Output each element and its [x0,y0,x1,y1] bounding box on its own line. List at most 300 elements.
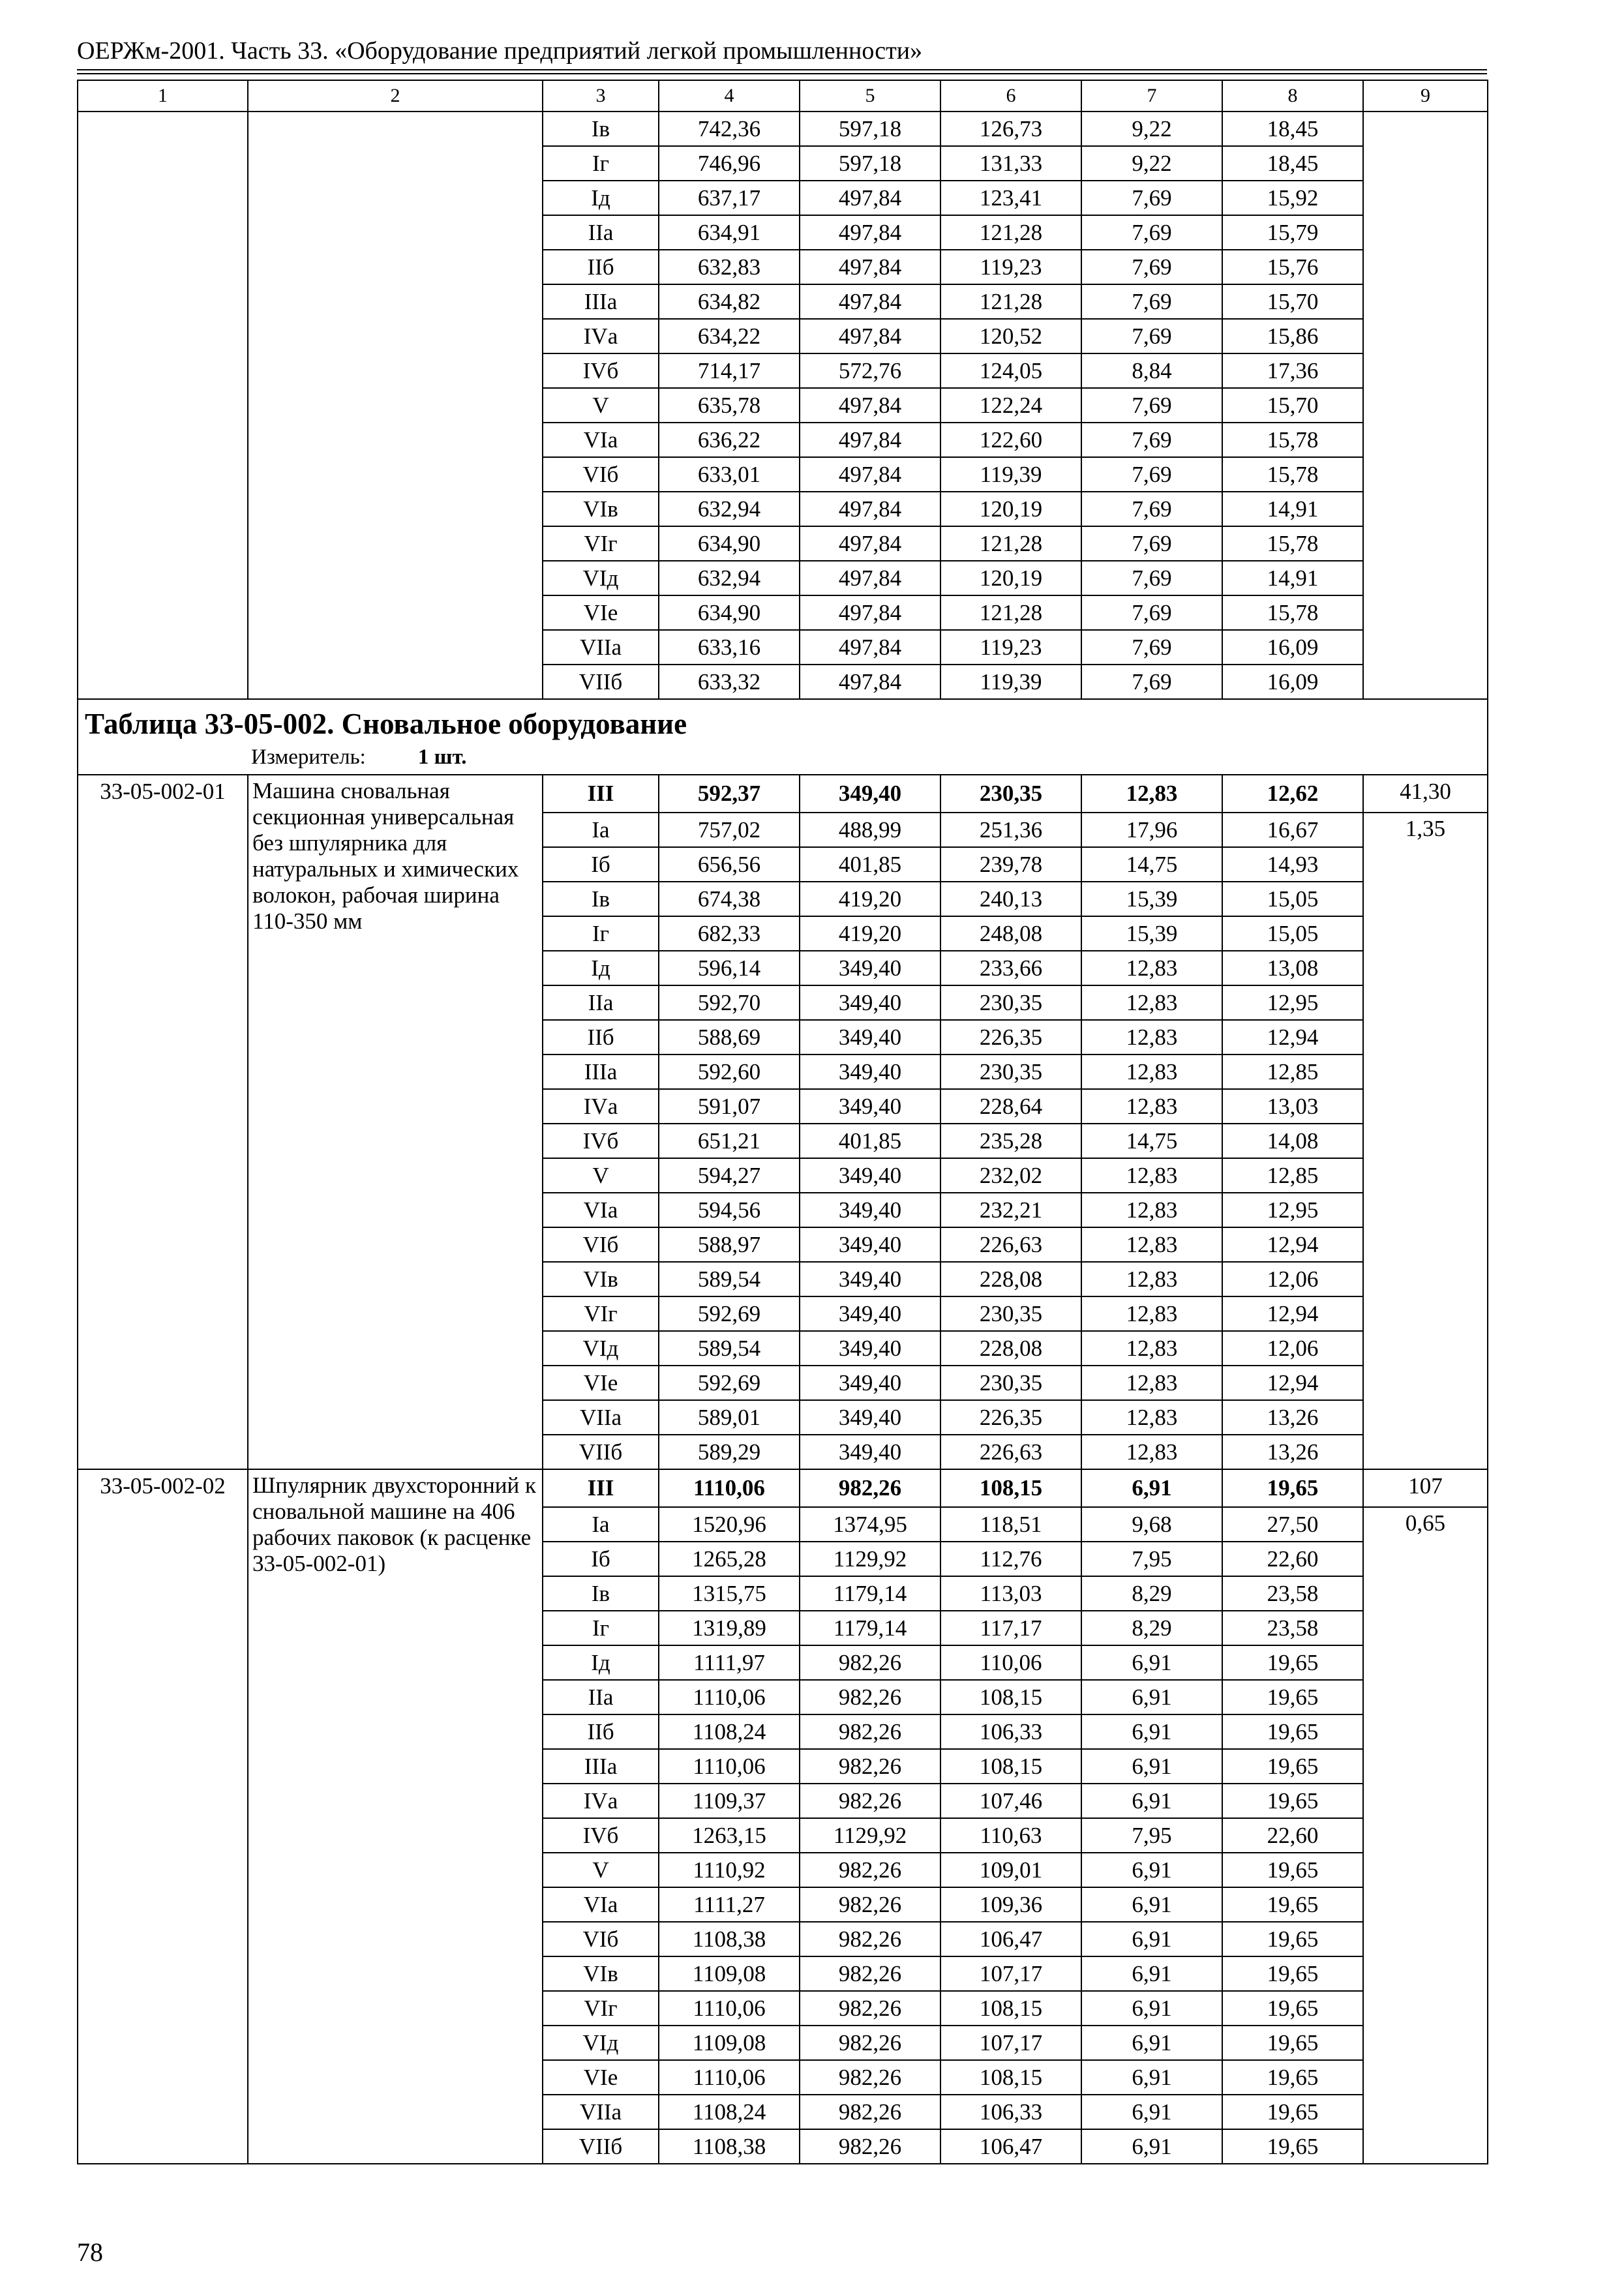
value-cell: 1110,06 [659,1680,800,1714]
page-number: 78 [77,2237,103,2267]
zone-cell: VIб [543,1922,659,1956]
value-cell: 497,84 [800,526,940,561]
value-cell: 235,28 [940,1124,1081,1158]
empty-col9-cell [1363,526,1488,561]
empty-col9-cell [1363,146,1488,181]
value-cell: 7,69 [1081,595,1222,630]
value-cell: 12,83 [1081,1366,1222,1400]
zone-cell: IIа [543,215,659,250]
value-cell: 7,69 [1081,423,1222,457]
value-cell: 349,40 [800,985,940,1020]
value-cell: 982,26 [800,1784,940,1818]
value-cell: 497,84 [800,181,940,215]
zone-cell: V [543,1158,659,1193]
value-cell: 15,76 [1222,250,1363,284]
value-cell: 19,65 [1222,1956,1363,1991]
value-cell: 17,96 [1081,813,1222,847]
header-rule [77,69,1487,70]
zone-cell: Iв [543,112,659,146]
value-cell: 122,24 [940,388,1081,423]
value-cell: 230,35 [940,775,1081,813]
value-cell: 15,92 [1222,181,1363,215]
value-cell: 15,78 [1222,526,1363,561]
value-cell: 349,40 [800,1158,940,1193]
value-cell: 106,47 [940,2129,1081,2164]
table-row [78,561,1488,595]
value-cell: 7,69 [1081,181,1222,215]
zone-cell: Iа [543,1507,659,1542]
value-cell: 17,36 [1222,353,1363,388]
value-cell: 757,02 [659,813,800,847]
zone-cell: VIд [543,561,659,595]
value-cell: 14,75 [1081,1124,1222,1158]
value-cell: 23,58 [1222,1576,1363,1611]
value-cell: 230,35 [940,1366,1081,1400]
empty-col9-cell [1363,457,1488,492]
item-name: Машина сновальная секционная универсальная без шпулярника для натуральных и химических волокон, рабочая ширина 110-350 мм [248,775,543,1469]
value-cell: 7,69 [1081,526,1222,561]
empty-code-cell [78,423,248,457]
value-cell: 982,26 [800,1749,940,1784]
value-cell: 121,28 [940,284,1081,319]
value-cell: 12,83 [1081,1331,1222,1366]
empty-col9-cell [1363,284,1488,319]
value-cell: 1129,92 [800,1542,940,1576]
table-row [78,181,1488,215]
value-cell: 7,69 [1081,319,1222,353]
value-cell: 19,65 [1222,1645,1363,1680]
zone-cell: VIб [543,457,659,492]
value-cell: 6,91 [1081,2129,1222,2164]
value-cell: 15,79 [1222,215,1363,250]
zone-cell: Iд [543,1645,659,1680]
value-cell: 1179,14 [800,1611,940,1645]
value-cell: 12,83 [1081,1193,1222,1227]
value-cell: 22,60 [1222,1542,1363,1576]
value-cell: 248,08 [940,916,1081,951]
zone-cell: Iв [543,882,659,916]
value-cell: 106,47 [940,1922,1081,1956]
zone-cell: IVб [543,1818,659,1853]
value-cell: 594,27 [659,1158,800,1193]
value-cell: 349,40 [800,1366,940,1400]
value-cell: 6,91 [1081,1956,1222,1991]
value-cell: 419,20 [800,916,940,951]
value-cell: 1108,24 [659,2095,800,2129]
value-cell: 9,22 [1081,112,1222,146]
value-cell: 12,94 [1222,1227,1363,1262]
column-number: 3 [543,80,659,112]
empty-code-cell [78,181,248,215]
column-numbers-row [78,80,1488,112]
value-cell: 15,78 [1222,457,1363,492]
value-cell: 12,83 [1081,1400,1222,1435]
value-cell: 108,15 [940,1469,1081,1507]
value-cell: 7,69 [1081,561,1222,595]
value-cell: 15,78 [1222,595,1363,630]
value-cell: 7,69 [1081,215,1222,250]
value-cell: 1263,15 [659,1818,800,1853]
value-cell: 497,84 [800,561,940,595]
zone-cell: VIе [543,595,659,630]
zone-cell: Iг [543,916,659,951]
empty-code-cell [78,492,248,526]
value-cell: 251,36 [940,813,1081,847]
value-cell: 7,69 [1081,284,1222,319]
value-cell: 108,15 [940,1991,1081,2026]
value-cell: 110,06 [940,1645,1081,1680]
zone-cell: VIIа [543,630,659,665]
empty-code-cell [78,319,248,353]
value-cell: 1111,97 [659,1645,800,1680]
empty-col9-cell [1363,353,1488,388]
unit-value: 1 шт. [417,745,467,769]
zone-cell: Iд [543,181,659,215]
value-cell: 9,22 [1081,146,1222,181]
value-cell: 119,39 [940,665,1081,699]
zone-cell: Iг [543,1611,659,1645]
value-cell: 589,54 [659,1331,800,1366]
zone-cell: IVа [543,319,659,353]
value-cell: 124,05 [940,353,1081,388]
value-cell: 497,84 [800,388,940,423]
value-cell: 982,26 [800,1469,940,1507]
value-cell: 497,84 [800,250,940,284]
value-cell: 107,46 [940,1784,1081,1818]
zone-cell: VIд [543,1331,659,1366]
zone-cell: VIа [543,423,659,457]
value-cell: 12,83 [1081,951,1222,985]
value-cell: 349,40 [800,951,940,985]
value-cell: 596,14 [659,951,800,985]
value-cell: 7,69 [1081,388,1222,423]
value-cell: 1108,38 [659,1922,800,1956]
empty-name-cell [248,353,543,388]
zone-cell: VIIа [543,1400,659,1435]
empty-code-cell [78,388,248,423]
empty-name-cell [248,215,543,250]
value-cell: 1109,37 [659,1784,800,1818]
value-cell: 12,94 [1222,1296,1363,1331]
value-cell: 15,70 [1222,388,1363,423]
empty-name-cell [248,250,543,284]
value-cell: 1111,27 [659,1887,800,1922]
value-cell: 15,05 [1222,882,1363,916]
value-cell: 12,83 [1081,1020,1222,1055]
value-cell: 497,84 [800,319,940,353]
value-cell: 349,40 [800,1089,940,1124]
value-cell: 120,52 [940,319,1081,353]
empty-col9-cell [1363,388,1488,423]
value-cell: 14,91 [1222,561,1363,595]
value-cell: 6,91 [1081,1749,1222,1784]
value-cell: 349,40 [800,1400,940,1435]
empty-code-cell [78,630,248,665]
value-cell: 12,95 [1222,1193,1363,1227]
value-cell: 226,35 [940,1020,1081,1055]
table-row [78,492,1488,526]
value-cell: 349,40 [800,1331,940,1366]
item-code: 33-05-002-01 [78,775,248,1469]
value-cell: 714,17 [659,353,800,388]
value-cell: 12,83 [1081,1158,1222,1193]
value-cell: 19,65 [1222,2129,1363,2164]
value-cell: 633,16 [659,630,800,665]
value-cell: 982,26 [800,1645,940,1680]
value-cell: 597,18 [800,112,940,146]
zone-cell: VIIб [543,665,659,699]
empty-code-cell [78,215,248,250]
value-cell: 497,84 [800,595,940,630]
value-cell: 1520,96 [659,1507,800,1542]
value-cell: 572,76 [800,353,940,388]
value-cell: 19,65 [1222,1887,1363,1922]
value-cell: 589,54 [659,1262,800,1296]
zone-cell: IIб [543,250,659,284]
value-cell: 1110,06 [659,1991,800,2026]
table-row [78,250,1488,284]
value-cell: 742,36 [659,112,800,146]
value-cell: 637,17 [659,181,800,215]
value-cell: 226,35 [940,1400,1081,1435]
empty-code-cell [78,353,248,388]
empty-col9-cell [1363,112,1488,146]
value-cell: 107,17 [940,2026,1081,2060]
value-cell: 497,84 [800,215,940,250]
value-cell: 12,83 [1081,775,1222,813]
zone-cell: VIв [543,492,659,526]
zone-cell: IIIа [543,1055,659,1089]
section-title: Таблица 33-05-002. Сновальное оборудование [85,708,687,740]
value-cell: 19,65 [1222,2095,1363,2129]
value-cell: 22,60 [1222,1818,1363,1853]
value-cell: 226,63 [940,1435,1081,1469]
table-row [78,595,1488,630]
rates-table-body [78,80,1488,2164]
value-cell: 632,94 [659,561,800,595]
value-cell: 1265,28 [659,1542,800,1576]
value-cell: 6,91 [1081,1887,1222,1922]
table-row [78,630,1488,665]
value-cell: 7,69 [1081,250,1222,284]
column-number: 8 [1222,80,1363,112]
value-cell: 123,41 [940,181,1081,215]
table-row [78,457,1488,492]
value-cell: 15,70 [1222,284,1363,319]
empty-code-cell [78,112,248,146]
value-cell: 16,09 [1222,630,1363,665]
value-cell: 15,78 [1222,423,1363,457]
value-cell: 592,69 [659,1366,800,1400]
rates-table [77,80,1488,2164]
empty-col9-cell [1363,319,1488,353]
empty-col9-cell [1363,561,1488,595]
value-cell: 121,28 [940,526,1081,561]
value-cell: 15,39 [1081,916,1222,951]
column-number: 9 [1363,80,1488,112]
value-cell: 108,15 [940,1680,1081,1714]
value-cell: 401,85 [800,1124,940,1158]
item-code: 33-05-002-02 [78,1469,248,2164]
zone-cell: IIIа [543,1749,659,1784]
value-cell: 589,01 [659,1400,800,1435]
value-cell: 1129,92 [800,1818,940,1853]
value-cell: 349,40 [800,1435,940,1469]
value-cell: 497,84 [800,423,940,457]
value-cell: 18,45 [1222,146,1363,181]
value-cell: 1319,89 [659,1611,800,1645]
value-cell: 12,94 [1222,1366,1363,1400]
value-cell: 656,56 [659,847,800,882]
column-number: 2 [248,80,543,112]
empty-code-cell [78,146,248,181]
value-cell: 634,91 [659,215,800,250]
value-cell: 982,26 [800,1887,940,1922]
value-cell: 6,91 [1081,1922,1222,1956]
value-cell: 594,56 [659,1193,800,1227]
empty-name-cell [248,181,543,215]
value-cell: 122,60 [940,423,1081,457]
empty-name-cell [248,492,543,526]
value-cell: 636,22 [659,423,800,457]
value-cell: 19,65 [1222,1714,1363,1749]
column-number: 5 [800,80,940,112]
empty-name-cell [248,561,543,595]
col9-value: 0,65 [1363,1507,1488,2164]
value-cell: 119,23 [940,630,1081,665]
value-cell: 632,83 [659,250,800,284]
empty-name-cell [248,630,543,665]
zone-cell: VIе [543,2060,659,2095]
section-heading [78,699,1488,775]
value-cell: 232,21 [940,1193,1081,1227]
zone-cell: VIг [543,1296,659,1331]
zone-cell: Iб [543,847,659,882]
col9-value: 107 [1363,1469,1488,1507]
value-cell: 982,26 [800,1991,940,2026]
value-cell: 592,70 [659,985,800,1020]
zone-cell: V [543,1853,659,1887]
item-name: Шпулярник двухсторонний к сновальной машине на 406 рабочих паковок (к расценке 33-05-002-01) [248,1469,543,2164]
value-cell: 6,91 [1081,1645,1222,1680]
value-cell: 12,85 [1222,1158,1363,1193]
value-cell: 634,82 [659,284,800,319]
value-cell: 7,69 [1081,457,1222,492]
value-cell: 19,65 [1222,1922,1363,1956]
value-cell: 634,90 [659,595,800,630]
column-number: 1 [78,80,248,112]
value-cell: 110,63 [940,1818,1081,1853]
empty-col9-cell [1363,630,1488,665]
value-cell: 12,83 [1081,985,1222,1020]
value-cell: 233,66 [940,951,1081,985]
zone-cell: VIа [543,1193,659,1227]
zone-cell: VIа [543,1887,659,1922]
value-cell: 12,83 [1081,1227,1222,1262]
value-cell: 349,40 [800,1193,940,1227]
value-cell: 9,68 [1081,1507,1222,1542]
zone-cell: VIг [543,1991,659,2026]
empty-code-cell [78,284,248,319]
zone-cell: Iб [543,1542,659,1576]
value-cell: 12,95 [1222,985,1363,1020]
value-cell: 588,97 [659,1227,800,1262]
value-cell: 597,18 [800,146,940,181]
value-cell: 633,32 [659,665,800,699]
empty-name-cell [248,457,543,492]
value-cell: 746,96 [659,146,800,181]
value-cell: 982,26 [800,1922,940,1956]
value-cell: 1110,92 [659,1853,800,1887]
value-cell: 119,23 [940,250,1081,284]
value-cell: 12,06 [1222,1262,1363,1296]
zone-cell: V [543,388,659,423]
value-cell: 121,28 [940,595,1081,630]
column-number: 4 [659,80,800,112]
value-cell: 633,01 [659,457,800,492]
zone-cell: IVб [543,353,659,388]
value-cell: 982,26 [800,1680,940,1714]
value-cell: 23,58 [1222,1611,1363,1645]
value-cell: 19,65 [1222,1680,1363,1714]
value-cell: 7,69 [1081,665,1222,699]
table-row [78,665,1488,699]
value-cell: 349,40 [800,1227,940,1262]
table-row [78,284,1488,319]
unit-line [78,741,1487,774]
value-cell: 226,63 [940,1227,1081,1262]
value-cell: 117,17 [940,1611,1081,1645]
zone-cell: III [543,1469,659,1507]
empty-name-cell [248,423,543,457]
table-row [78,423,1488,457]
header-rule-second [77,73,1487,74]
value-cell: 12,85 [1222,1055,1363,1089]
value-cell: 6,91 [1081,2026,1222,2060]
value-cell: 230,35 [940,1055,1081,1089]
value-cell: 982,26 [800,2129,940,2164]
value-cell: 13,03 [1222,1089,1363,1124]
value-cell: 228,08 [940,1262,1081,1296]
value-cell: 497,84 [800,630,940,665]
value-cell: 1108,38 [659,2129,800,2164]
zone-cell: VIг [543,526,659,561]
value-cell: 651,21 [659,1124,800,1158]
value-cell: 6,91 [1081,2060,1222,2095]
value-cell: 349,40 [800,1055,940,1089]
value-cell: 13,08 [1222,951,1363,985]
zone-cell: VIв [543,1262,659,1296]
zone-cell: VIIб [543,2129,659,2164]
value-cell: 13,26 [1222,1400,1363,1435]
zone-cell: IIIа [543,284,659,319]
value-cell: 131,33 [940,146,1081,181]
value-cell: 497,84 [800,457,940,492]
value-cell: 497,84 [800,284,940,319]
value-cell: 19,65 [1222,2060,1363,2095]
value-cell: 632,94 [659,492,800,526]
zone-cell: IIа [543,1680,659,1714]
value-cell: 1110,06 [659,1749,800,1784]
zone-cell: IIб [543,1020,659,1055]
value-cell: 682,33 [659,916,800,951]
value-cell: 1108,24 [659,1714,800,1749]
table-row [78,146,1488,181]
value-cell: 15,39 [1081,882,1222,916]
empty-name-cell [248,146,543,181]
value-cell: 108,15 [940,1749,1081,1784]
table-row [78,388,1488,423]
